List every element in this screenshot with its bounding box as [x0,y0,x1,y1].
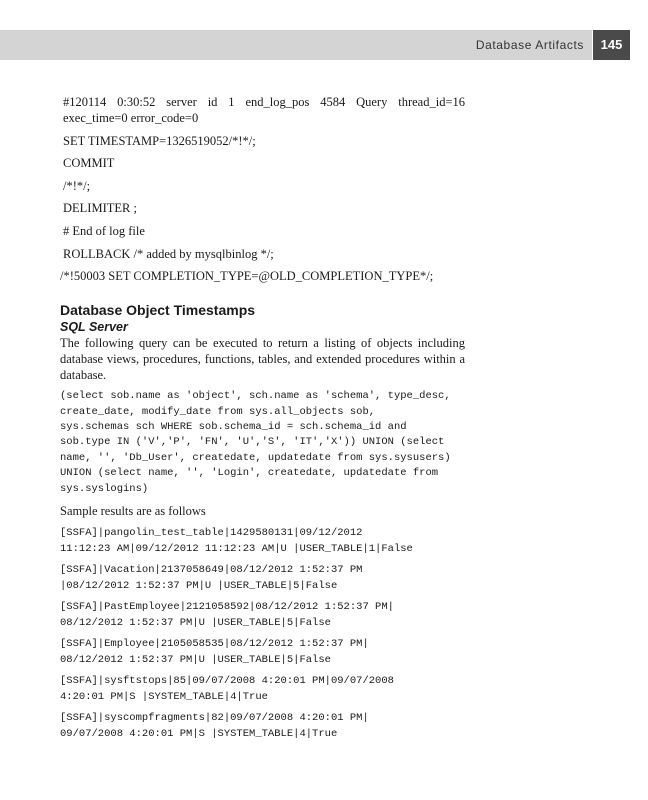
log-listing [60,94,465,284]
result-row: [SSFA]|PastEmployee|2121058592|08/12/2012 1:52:37 PM| 08/12/2012 1:52:37 PM|U |USER_TABLE|5|False [60,601,394,629]
log-line: DELIMITER ; [63,201,137,216]
log-line: SET TIMESTAMP=1326519052/*!*/; [63,133,256,148]
page-body [60,94,465,747]
result-row: [SSFA]|Employee|2105058535|08/12/2012 1:52:37 PM| 08/12/2012 1:52:37 PM|U |USER_TABLE|5|False [60,638,369,666]
log-line: COMMIT [63,156,115,171]
result-row: [SSFA]|syscompfragments|82|09/07/2008 4:20:01 PM| 09/07/2008 4:20:01 PM|S |SYSTEM_TABLE|4|True [60,712,369,740]
page-number: 145 [600,37,623,52]
intro-paragraph: The following query can be executed to return a listing of objects including database views, procedures, functions, tables, and extended procedures within a database. [60,336,465,383]
section-heading: Database Object Timestamps [60,302,256,319]
log-line: /*!50003 SET COMPLETION_TYPE=@OLD_COMPLETION_TYPE*/; [60,269,434,284]
result-row: [SSFA]|Vacation|2137058649|08/12/2012 1:52:37 PM |08/12/2012 1:52:37 PM|U |USER_TABLE|5|False [60,564,363,592]
result-row: [SSFA]|sysftstops|85|09/07/2008 4:20:01 PM|09/07/2008 4:20:01 PM|S |SYSTEM_TABLE|4|True [60,675,394,703]
log-line: # End of log file [63,223,145,238]
sample-results-list [60,525,465,742]
result-row: [SSFA]|pangolin_test_table|1429580131|09/12/2012 11:12:23 AM|09/12/2012 11:12:23 AM|U |USER_TABLE|1|False [60,527,413,555]
subsection-heading: SQL Server [60,320,128,335]
running-header-title: Database Artifacts [475,38,584,52]
sample-results-label: Sample results are as follows [60,504,206,518]
log-line: ROLLBACK /* added by mysqlbinlog */; [63,246,274,261]
log-line: /*!*/; [63,178,91,193]
sql-query-code: (select sob.name as 'object', sch.name as 'schema', type_desc, create_date, modify_date from sys.all_objects sob, sys.schemas sch WHERE sob.schema_id = sch.schema_id and sob.type IN ('V','P', 'FN', 'U','S', 'IT','X')) UNION (select name, '', 'Db_User', createdate, updatedate from sys.sysusers) UNION (select name, '', 'Login', createdate, updatedate from sys.syslogins) [60,390,451,495]
log-line: #120114 0:30:52 server id 1 end_log_pos 4584 Query thread_id=16 exec_time=0 error_code=0 [63,95,465,125]
